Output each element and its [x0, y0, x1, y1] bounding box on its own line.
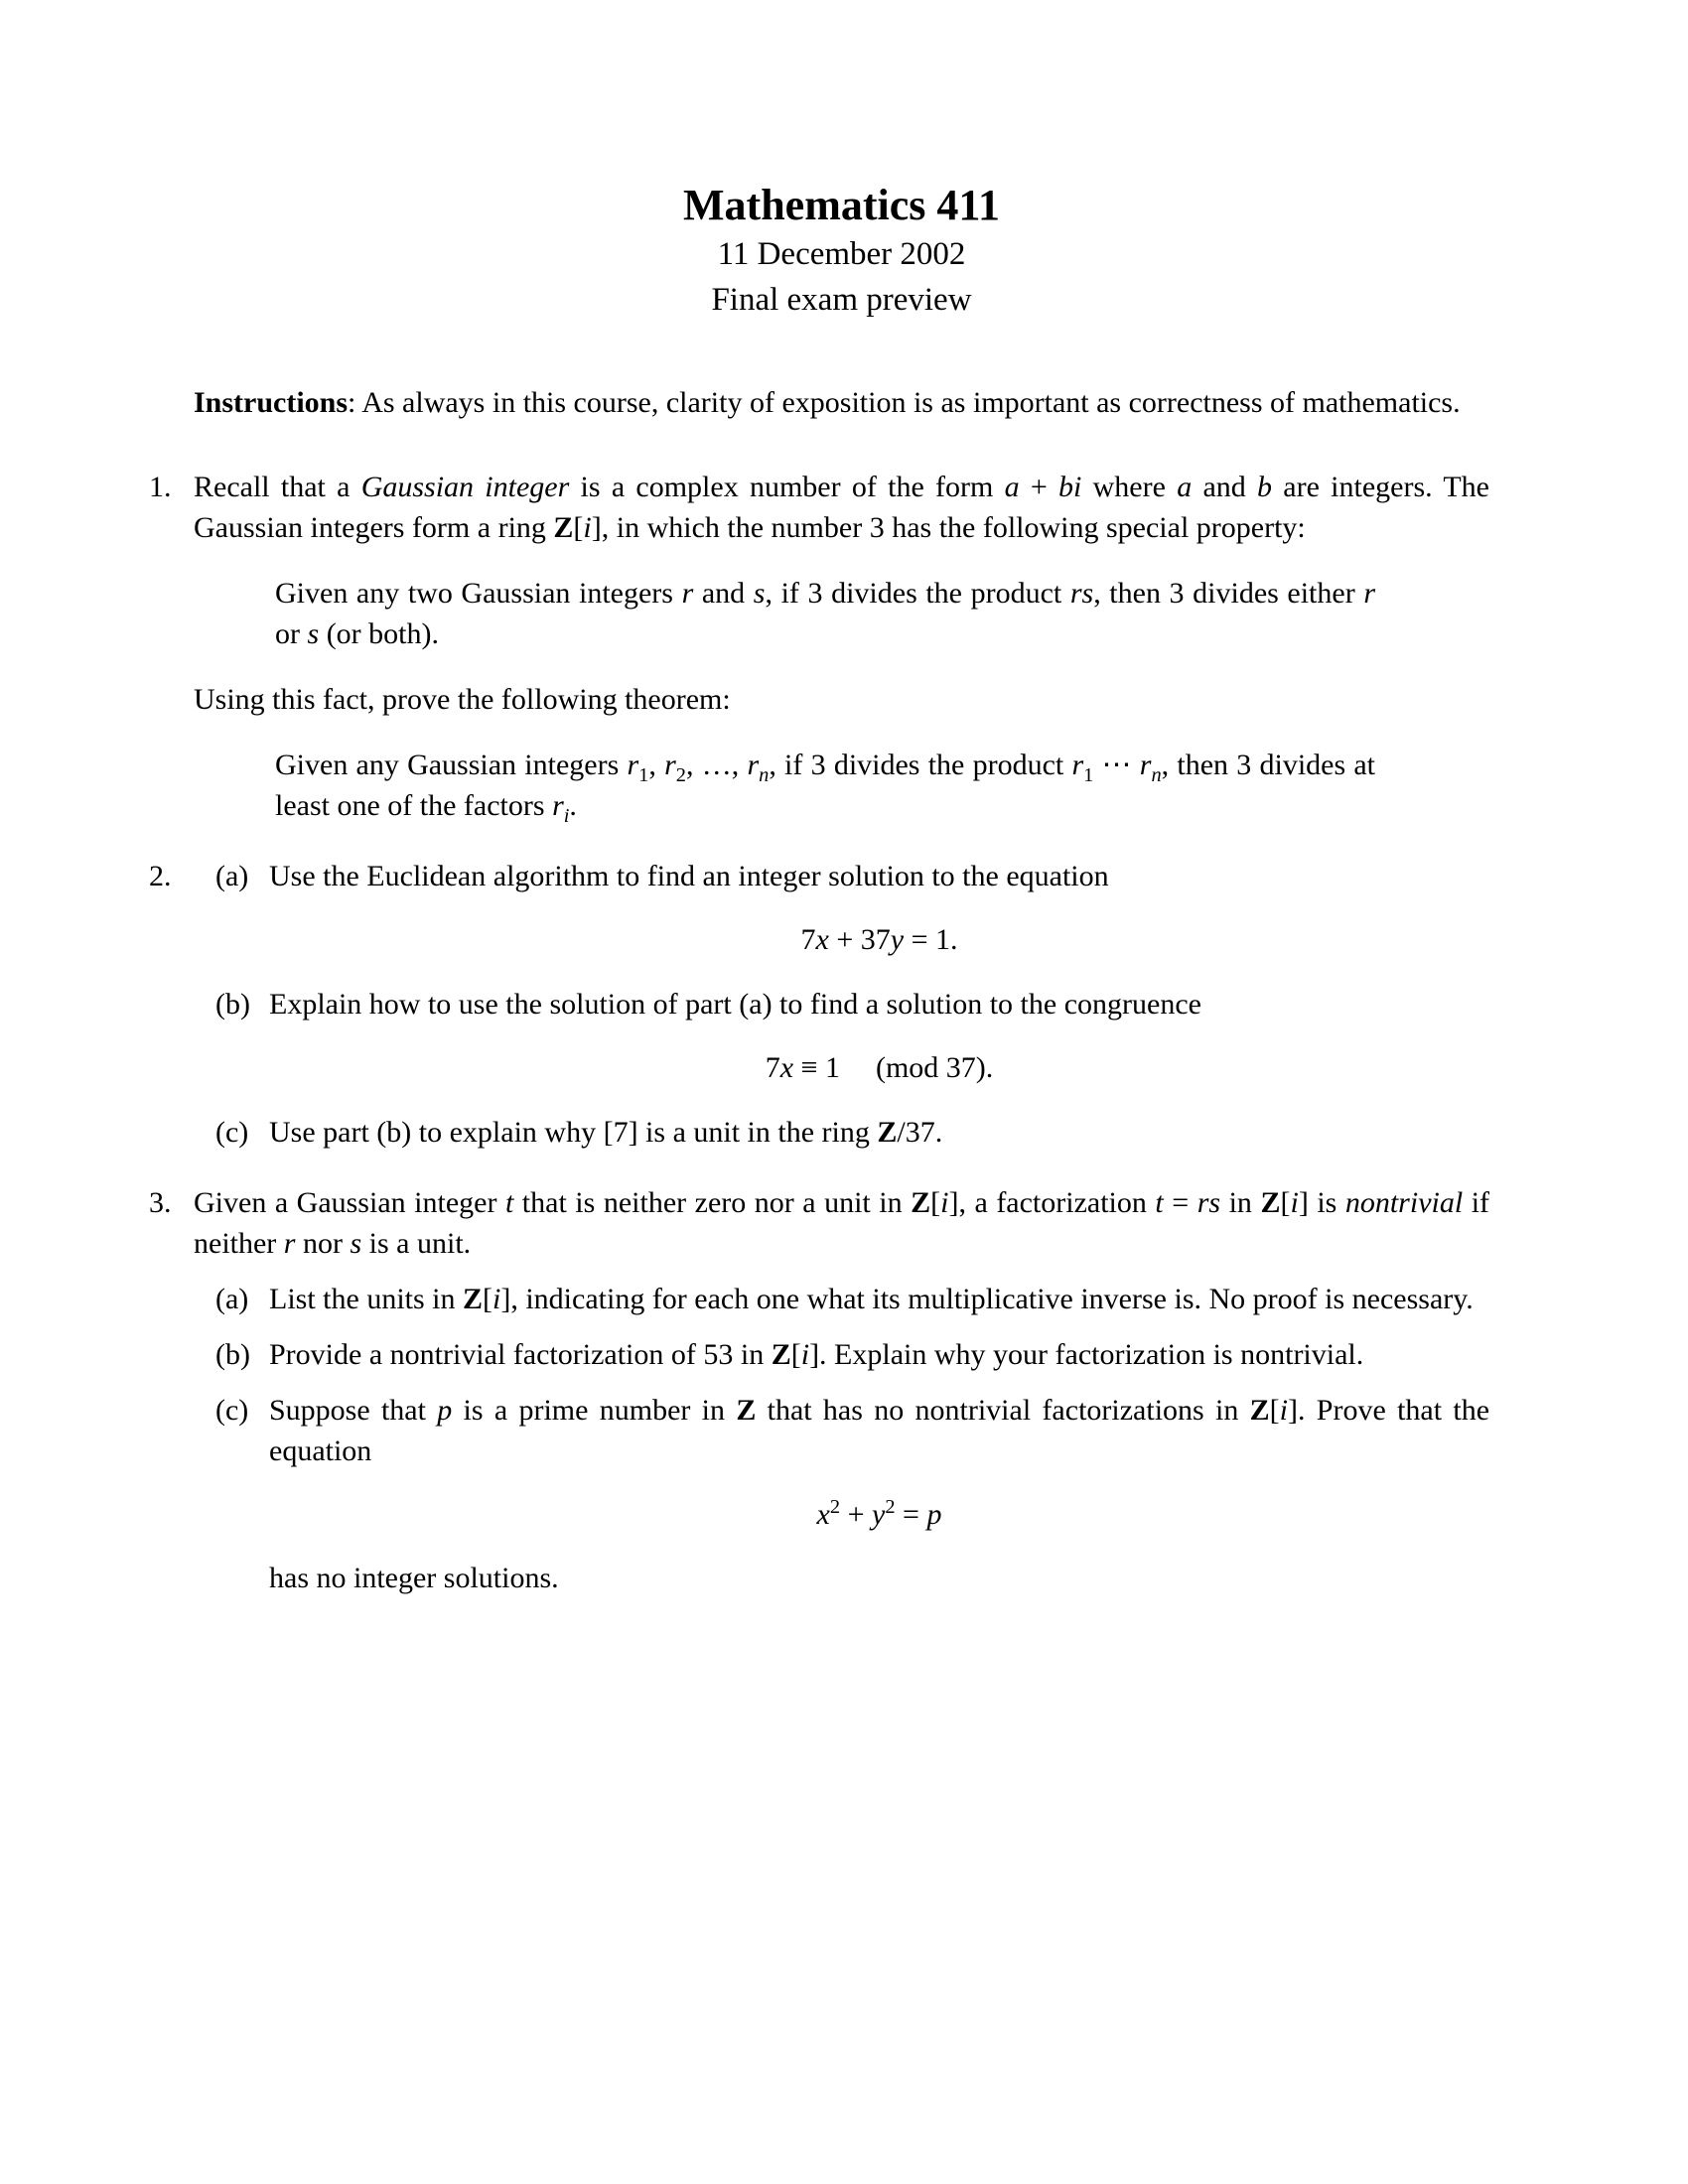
text-column [149, 0, 1490, 1598]
problem-3-number: 3. [149, 1186, 172, 1219]
problem-3-part-c-after: has no integer solutions. [269, 1562, 559, 1594]
document-header [194, 0, 1489, 323]
problem-3-part-c-text: Suppose that p is a prime number in Z that has no nontrivial factorizations in Z[i]. Prove that the equation [269, 1394, 1490, 1467]
problem-3-intro: Given a Gaussian integer t that is neither zero nor a unit in Z[i], a factorization t = rs in Z[i] is nontrivial if neither r nor s is a unit. [194, 1186, 1490, 1260]
equation-7x-plus-37y: 7x + 37y = 1. [800, 923, 958, 956]
problem-2-part-c-text: Use part (b) to explain why [7] is a unit in the ring Z/37. [269, 1116, 943, 1149]
problem-2-part-b [194, 984, 1489, 1088]
course-title: Mathematics 411 [683, 181, 1000, 229]
problem-2-part-b-label: (b) [215, 988, 250, 1021]
equation-7x-congruence: 7x ≡ 1 (mod 37). [765, 1051, 994, 1084]
problem-3-part-c-label: (c) [215, 1394, 249, 1427]
problem-1 [149, 467, 1489, 827]
problem-1-middle: Using this fact, prove the following theorem: [194, 683, 731, 716]
problem-3-part-b-label: (b) [215, 1338, 250, 1371]
problem-3-part-a-text: List the units in Z[i], indicating for each one what its multiplicative inverse is. No proof is necessary. [269, 1283, 1474, 1315]
problem-3-part-c [194, 1390, 1489, 1598]
problem-2 [149, 856, 1489, 1153]
problem-2-part-a-text: Use the Euclidean algorithm to find an integer solution to the equation [269, 860, 1109, 892]
problem-3-part-b-text: Provide a nontrivial factorization of 53 in Z[i]. Explain why your factorization is nontrivial. [269, 1338, 1364, 1371]
problem-3-part-a [194, 1279, 1489, 1319]
problem-2-part-b-text: Explain how to use the solution of part (a) to find a solution to the congruence [269, 988, 1201, 1021]
instructions-paragraph: Instructions: As always in this course, clarity of exposition is as important as correctness of mathematics. [194, 386, 1461, 419]
problem-1-intro: Recall that a Gaussian integer is a complex number of the form a + bi where a and b are integers. The Gaussian integers form a ring Z[i], in which the number 3 has the following special property: [194, 471, 1489, 544]
problem-3-part-a-label: (a) [215, 1283, 249, 1315]
problem-1-quote-1: Given any two Gaussian integers r and s, if 3 divides the product rs, then 3 divides either r or s (or both). [275, 577, 1375, 650]
problem-2-part-c [194, 1112, 1489, 1153]
exam-subtitle: Final exam preview [711, 282, 972, 318]
problem-1-number: 1. [149, 471, 172, 503]
problem-2-part-c-label: (c) [215, 1116, 249, 1149]
equation-x2-plus-y2: $x^2 + y^2 = p$ [816, 1496, 942, 1531]
problem-1-quote-2: Given any Gaussian integers $r_1$, $r_2$, …, $r_n$, if 3 divides the product $r_1$ ⋯ $r_n$, then 3 divides at least one of the factors $r_i$. [275, 749, 1376, 827]
exam-date: 11 December 2002 [717, 236, 966, 272]
problem-2-part-a-label: (a) [215, 860, 249, 892]
problem-2-part-a [194, 856, 1489, 960]
problem-3-part-b [194, 1334, 1489, 1375]
problem-2-number: 2. [149, 860, 172, 892]
problem-3 [149, 1182, 1490, 1598]
